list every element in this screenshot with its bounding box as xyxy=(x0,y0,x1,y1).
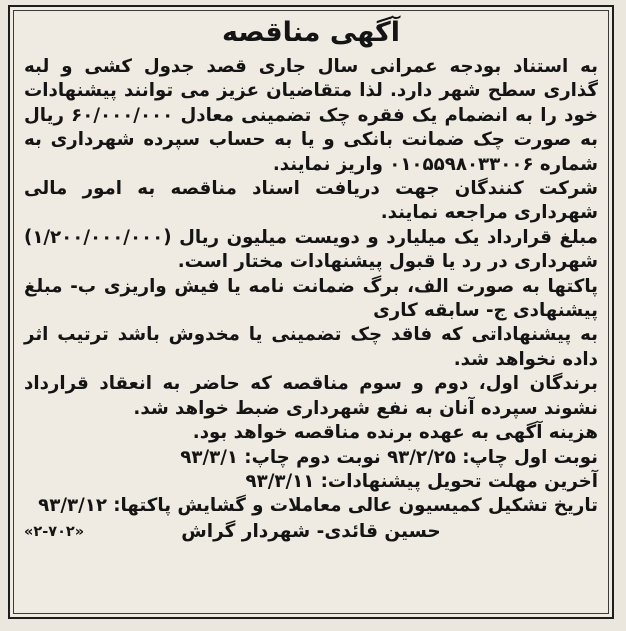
notice-schedule xyxy=(24,446,598,519)
notice-paragraph-winners: برندگان اول، دوم و سوم مناقصه که حاضر به انعقاد قرارداد نشوند سپرده آنان به نفع شهرداری ضبط خواهد شد. xyxy=(24,373,598,419)
notice-title: آگهی مناقصه xyxy=(221,17,401,48)
notice-content xyxy=(24,13,598,611)
notice-paragraph-documents: شرکت کنندگان جهت دریافت اسناد مناقصه به امور مالی شهرداری مراجعه نمایند. xyxy=(24,178,598,224)
signature-row xyxy=(24,519,598,545)
notice-paragraph-envelopes: پاکتها به صورت الف، برگ ضمانت نامه یا فیش واریزی ب- مبلغ پیشنهادی ج- سابقه کاری xyxy=(24,275,598,322)
notice-paragraph-cost: هزینه آگهی به عهده برنده مناقصه خواهد بود. xyxy=(192,422,598,444)
notice-frame xyxy=(8,5,614,619)
schedule-print-dates: نوبت اول چاپ: ۹۳/۲/۲۵ نوبت دوم چاپ: ۹۳/۳/۱ xyxy=(180,446,598,468)
notice-paragraph-contract-amount: مبلغ قرارداد یک میلیارد و دویست میلیون ریال (۱/۲۰۰/۰۰۰/۰۰۰) شهرداری در رد یا قبول پیشنهادات مختار است. xyxy=(24,226,598,273)
schedule-deadline: آخرین مهلت تحویل پیشنهادات: ۹۳/۳/۱۱ xyxy=(245,470,598,492)
schedule-commission-date: تاریخ تشکیل کمیسیون عالی معاملات و گشایش پاکتها: ۹۳/۳/۱۲ xyxy=(38,495,598,517)
signature: حسین قائدی- شهردار گراش xyxy=(181,520,441,542)
notice-paragraph-invalid-bids: به پیشنهاداتی که فاقد چک تضمینی یا مخدوش باشد ترتیب اثر داده نخواهد شد. xyxy=(24,324,598,370)
notice-code: «۲-۷۰۲» xyxy=(24,523,85,540)
notice-paragraph-intro: به استناد بودجه عمرانی سال جاری قصد جدول کشی و لبه گذاری سطح شهر دارد. لذا متقاضیان عزیز می توانند پیشنهادات خود را به انضمام یک فقره چک تضمینی معادل ۶۰/۰۰۰/۰۰۰ ریال به صورت چک ضمانت بانکی و یا به حساب سپرده شهرداری به شماره ۰۱۰۵۵۹۸۰۳۳۰۰۶ واریز نمایند. xyxy=(24,56,598,175)
